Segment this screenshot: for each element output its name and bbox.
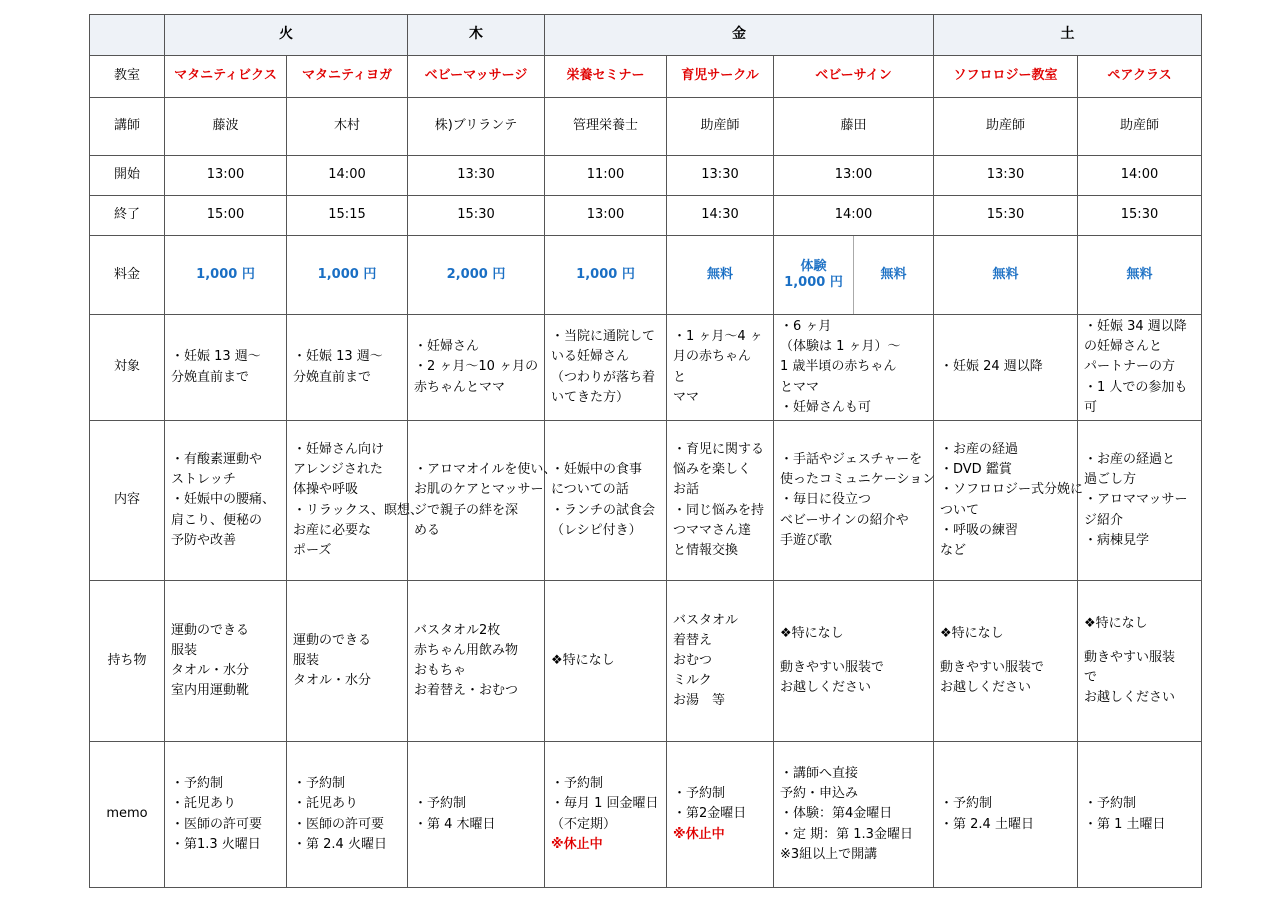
fee-trial bbox=[774, 236, 854, 314]
cell-line: ・予約制 bbox=[551, 776, 604, 792]
cell-line: についての話 bbox=[551, 482, 629, 498]
cell-line: 可 bbox=[1084, 399, 1098, 415]
cell-line: ・妊娠 13 週～ bbox=[171, 349, 261, 365]
label-memo: memo bbox=[90, 742, 165, 888]
start-time: 13:00 bbox=[774, 156, 934, 196]
cell-line: ・予約制 bbox=[673, 786, 726, 802]
cell-line: ・1 ヶ月～4 ヶ bbox=[673, 329, 763, 345]
cell-line: お話 bbox=[673, 482, 700, 498]
instructor-cell: 藤田 bbox=[774, 98, 934, 156]
cell-line: ・手話やジェスチャーを bbox=[780, 452, 923, 468]
target-cell bbox=[165, 315, 287, 421]
fee-cell: 1,000 円 bbox=[165, 236, 287, 315]
content-cell bbox=[165, 421, 287, 581]
cell-line: ・妊娠 34 週以降 bbox=[1084, 319, 1187, 335]
start-time: 14:00 bbox=[1078, 156, 1202, 196]
cell-line: ・有酸素運動や bbox=[171, 452, 263, 468]
cell-line: ・育児に関する bbox=[673, 442, 765, 458]
cell-line: タオル・水分 bbox=[171, 663, 250, 678]
cell-line: ジで親子の絆を深 bbox=[414, 502, 519, 518]
items-cell bbox=[287, 581, 408, 742]
instructor-cell: 藤波 bbox=[165, 98, 287, 156]
fee-trial-price: 1,000 円 bbox=[784, 275, 843, 290]
day-thu: 木 bbox=[408, 15, 545, 56]
target-cell bbox=[287, 315, 408, 421]
class-name: マタニティビクス bbox=[165, 56, 287, 98]
cell-line: ・呼吸の練習 bbox=[940, 522, 1019, 538]
instructor-cell: 木村 bbox=[287, 98, 408, 156]
items-cell bbox=[545, 581, 667, 742]
end-time: 15:30 bbox=[1078, 196, 1202, 236]
class-name: マタニティヨガ bbox=[287, 56, 408, 98]
cell-line: ❖特になし bbox=[1084, 615, 1148, 631]
cell-line: ・予約制 bbox=[293, 776, 346, 792]
cell-line: ・2 ヶ月～10 ヶ月の bbox=[414, 359, 539, 375]
content-cell bbox=[287, 421, 424, 581]
cell-line: ❖特になし bbox=[780, 625, 844, 641]
row-items bbox=[90, 581, 1202, 742]
content-cell bbox=[667, 421, 774, 581]
row-memo bbox=[90, 742, 1202, 888]
cell-line: お越しください bbox=[1084, 690, 1176, 706]
start-time: 13:30 bbox=[934, 156, 1078, 196]
cell-line: お越しください bbox=[940, 680, 1032, 696]
cell-line: お着替え・おむつ bbox=[414, 683, 519, 699]
memo-cell bbox=[545, 742, 667, 888]
cell-line: 月の赤ちゃん bbox=[673, 349, 752, 365]
cell-line: ポーズ bbox=[293, 542, 332, 558]
start-time: 13:30 bbox=[667, 156, 774, 196]
cell-line: 運動のできる bbox=[293, 632, 372, 648]
end-time: 13:00 bbox=[545, 196, 667, 236]
cell-line: ・託児あり bbox=[171, 796, 237, 812]
items-cell bbox=[165, 581, 287, 742]
day-fri: 金 bbox=[545, 15, 934, 56]
label-target: 対象 bbox=[90, 315, 165, 421]
fee-cell: 無料 bbox=[667, 236, 774, 315]
label-content: 内容 bbox=[90, 421, 165, 581]
fee-cell-split bbox=[774, 236, 934, 315]
content-cell bbox=[545, 421, 667, 581]
cell-line: お越しください bbox=[780, 680, 872, 696]
cell-line: 服装 bbox=[293, 652, 320, 668]
cell-line: ・DVD 鑑賞 bbox=[940, 462, 1012, 478]
cell-line: とママ bbox=[780, 379, 820, 395]
cell-line: ・ランチの試食会 bbox=[551, 502, 656, 518]
cell-line: ・当院に通院して bbox=[551, 329, 656, 345]
cell-line: いる妊婦さん bbox=[551, 349, 630, 365]
cell-line: ・体験：第4金曜日 bbox=[780, 806, 893, 822]
cell-line: ・妊婦さんも可 bbox=[780, 399, 872, 415]
cell-line: 動きやすい服装で bbox=[780, 659, 885, 675]
class-name: 育児サークル bbox=[667, 56, 774, 98]
cell-line: ・お産の経過と bbox=[1084, 452, 1176, 468]
cell-line: 服装 bbox=[171, 642, 198, 658]
cell-line: 室内用運動靴 bbox=[171, 683, 250, 699]
cell-line: ついて bbox=[940, 502, 980, 518]
row-fee bbox=[90, 236, 1202, 315]
day-sat: 土 bbox=[934, 15, 1202, 56]
items-cell bbox=[774, 581, 934, 742]
memo-cell bbox=[287, 742, 408, 888]
content-cell bbox=[774, 421, 934, 581]
cell-line: お産に必要な bbox=[293, 522, 372, 538]
cell-line: お肌のケアとマッサー bbox=[414, 482, 544, 498]
label-instructor: 講師 bbox=[90, 98, 165, 156]
fee-cell: 1,000 円 bbox=[545, 236, 667, 315]
class-name: ペアクラス bbox=[1078, 56, 1202, 98]
cell-line: と bbox=[673, 369, 687, 385]
cell-line: ・ソフロロジー式分娩に bbox=[940, 482, 1084, 498]
cell-line: つママさん達 bbox=[673, 522, 752, 538]
instructor-cell: 助産師 bbox=[667, 98, 774, 156]
cell-line: 動きやすい服装で bbox=[940, 659, 1045, 675]
cell-line: ※休止中 bbox=[551, 836, 603, 852]
row-class bbox=[90, 56, 1202, 98]
cell-line: など bbox=[940, 542, 967, 558]
cell-line: （体験は 1 ヶ月）～ bbox=[780, 339, 901, 355]
row-target bbox=[90, 315, 1202, 421]
cell-line: ・定 期：第 1.3金曜日 bbox=[780, 826, 913, 842]
cell-line: ジ紹介 bbox=[1084, 512, 1124, 528]
cell-line: ❖特になし bbox=[551, 652, 615, 668]
row-instructor bbox=[90, 98, 1202, 156]
items-cell bbox=[667, 581, 774, 742]
cell-line: ・リラックス、瞑想、 bbox=[293, 502, 424, 518]
cell-line: ※休止中 bbox=[673, 826, 725, 842]
cell-line: アレンジされた bbox=[293, 462, 383, 478]
cell-line: ・妊婦さん bbox=[414, 339, 480, 355]
start-time: 13:00 bbox=[165, 156, 287, 196]
content-cell bbox=[408, 421, 557, 581]
cell-line: ※3組以上で開講 bbox=[780, 846, 878, 862]
items-cell bbox=[1078, 581, 1202, 742]
end-time: 15:00 bbox=[165, 196, 287, 236]
cell-line: ミルク bbox=[673, 673, 712, 689]
target-cell bbox=[934, 315, 1078, 421]
target-cell bbox=[408, 315, 545, 421]
label-end: 終了 bbox=[90, 196, 165, 236]
memo-cell bbox=[667, 742, 774, 888]
cell-line: 運動のできる bbox=[171, 622, 250, 638]
cell-line: おもちゃ bbox=[414, 663, 467, 678]
memo-cell bbox=[165, 742, 287, 888]
end-time: 15:30 bbox=[934, 196, 1078, 236]
target-cell bbox=[545, 315, 667, 421]
cell-line: ベビーサインの紹介や bbox=[780, 512, 909, 528]
target-cell bbox=[667, 315, 774, 421]
cell-line: ・アロマオイルを使い、 bbox=[414, 462, 557, 478]
instructor-cell: 株)ブリランテ bbox=[408, 98, 545, 156]
cell-line: 悩みを楽しく bbox=[673, 462, 752, 478]
cell-line: 動きやすい服装 bbox=[1084, 649, 1176, 665]
cell-line: （不定期） bbox=[551, 816, 617, 832]
memo-cell bbox=[774, 742, 934, 888]
cell-line: 肩こり、便秘の bbox=[171, 512, 263, 528]
row-content bbox=[90, 421, 1202, 581]
target-cell bbox=[774, 315, 934, 421]
cell-line: ・予約制 bbox=[1084, 796, 1137, 812]
label-items: 持ち物 bbox=[90, 581, 165, 742]
end-time: 15:15 bbox=[287, 196, 408, 236]
cell-line: 使ったコミュニケーション bbox=[780, 472, 936, 488]
cell-line: ・第1.3 火曜日 bbox=[171, 836, 261, 852]
class-name: ベビーマッサージ bbox=[408, 56, 545, 98]
label-fee: 料金 bbox=[90, 236, 165, 315]
cell-line: ❖特になし bbox=[940, 625, 1004, 641]
cell-line: ・お産の経過 bbox=[940, 442, 1019, 458]
cell-line: と情報交換 bbox=[673, 542, 739, 558]
cell-line: （つわりが落ち着 bbox=[551, 369, 656, 385]
fee-trial-label: 体験 bbox=[800, 259, 827, 275]
memo-cell bbox=[934, 742, 1078, 888]
cell-line: ・医師の許可要 bbox=[171, 816, 263, 832]
cell-line: 予防や改善 bbox=[171, 532, 237, 548]
cell-line: ・第 4 木曜日 bbox=[414, 816, 496, 832]
class-name: 栄養セミナー bbox=[545, 56, 667, 98]
cell-line: ・予約制 bbox=[940, 796, 993, 812]
cell-line: バスタオル bbox=[673, 612, 739, 628]
fee-cell: 2,000 円 bbox=[408, 236, 545, 315]
row-end bbox=[90, 196, 1202, 236]
cell-line: ・同じ悩みを持 bbox=[673, 502, 765, 518]
cell-line: 1 歳半頃の赤ちゃん bbox=[780, 359, 897, 375]
end-time: 15:30 bbox=[408, 196, 545, 236]
fee-cell: 無料 bbox=[1078, 236, 1202, 315]
cell-line: ・アロママッサー bbox=[1084, 492, 1188, 508]
memo-cell bbox=[1078, 742, 1202, 888]
cell-line: める bbox=[414, 522, 441, 538]
cell-line: で bbox=[1084, 670, 1098, 685]
items-cell bbox=[408, 581, 545, 742]
cell-line: ・講師へ直接 bbox=[780, 766, 859, 782]
instructor-cell: 助産師 bbox=[934, 98, 1078, 156]
cell-line: ・妊娠 13 週～ bbox=[293, 349, 383, 365]
cell-line: 着替え bbox=[673, 632, 713, 648]
cell-line: ・予約制 bbox=[171, 776, 224, 792]
end-time: 14:00 bbox=[774, 196, 934, 236]
cell-line: ・毎月 1 回金曜日 bbox=[551, 796, 659, 812]
cell-line: 分娩直前まで bbox=[171, 369, 250, 385]
corner-cell bbox=[90, 15, 165, 56]
cell-line: ・託児あり bbox=[293, 796, 359, 812]
cell-line: 赤ちゃん用飲み物 bbox=[414, 642, 519, 658]
cell-line: ・第2金曜日 bbox=[673, 806, 747, 822]
content-cell bbox=[1078, 421, 1202, 581]
label-start: 開始 bbox=[90, 156, 165, 196]
cell-line: ・妊娠 24 週以降 bbox=[940, 359, 1043, 375]
class-name: ベビーサイン bbox=[774, 56, 934, 98]
cell-line: 手遊び歌 bbox=[780, 532, 833, 548]
cell-line: ストレッチ bbox=[171, 472, 236, 488]
content-cell bbox=[934, 421, 1084, 581]
instructor-cell: 管理栄養士 bbox=[545, 98, 667, 156]
start-time: 14:00 bbox=[287, 156, 408, 196]
cell-line: ママ bbox=[673, 389, 700, 405]
label-class: 教室 bbox=[90, 56, 165, 98]
cell-line: 予約・申込み bbox=[780, 786, 859, 802]
target-cell bbox=[1078, 315, 1202, 421]
row-start bbox=[90, 156, 1202, 196]
cell-line: 体操や呼吸 bbox=[293, 482, 359, 498]
day-header-row bbox=[90, 15, 1202, 56]
cell-line: いてきた方） bbox=[551, 389, 630, 405]
cell-line: ・6 ヶ月 bbox=[780, 319, 832, 335]
memo-cell bbox=[408, 742, 545, 888]
cell-line: （レシピ付き） bbox=[551, 522, 642, 538]
cell-line: おむつ bbox=[673, 652, 713, 668]
cell-line: お湯 等 bbox=[673, 693, 726, 709]
cell-line: パートナーの方 bbox=[1084, 359, 1176, 375]
cell-line: ・妊娠中の腰痛、 bbox=[171, 492, 276, 508]
cell-line: の妊婦さんと bbox=[1084, 339, 1163, 355]
day-tue: 火 bbox=[165, 15, 408, 56]
cell-line: 過ごし方 bbox=[1084, 472, 1137, 488]
cell-line: ・第 2.4 土曜日 bbox=[940, 816, 1034, 832]
instructor-cell: 助産師 bbox=[1078, 98, 1202, 156]
cell-line: 赤ちゃんとママ bbox=[414, 379, 506, 395]
fee-regular: 無料 bbox=[880, 267, 907, 283]
cell-line: ・第 1 土曜日 bbox=[1084, 816, 1166, 832]
cell-line: ・予約制 bbox=[414, 796, 467, 812]
class-schedule-table bbox=[89, 14, 1202, 888]
items-cell bbox=[934, 581, 1078, 742]
cell-line: バスタオル2枚 bbox=[414, 622, 501, 638]
start-time: 11:00 bbox=[545, 156, 667, 196]
fee-cell: 無料 bbox=[934, 236, 1078, 315]
cell-line: ・妊婦さん向け bbox=[293, 442, 385, 458]
class-name: ソフロロジー教室 bbox=[934, 56, 1078, 98]
cell-line: ・第 2.4 火曜日 bbox=[293, 836, 387, 852]
cell-line: ・毎日に役立つ bbox=[780, 492, 872, 508]
cell-line: ・妊娠中の食事 bbox=[551, 462, 643, 478]
cell-line: タオル・水分 bbox=[293, 673, 372, 689]
start-time: 13:30 bbox=[408, 156, 545, 196]
cell-line: ・医師の許可要 bbox=[293, 816, 385, 832]
cell-line: 分娩直前まで bbox=[293, 369, 372, 385]
fee-cell: 1,000 円 bbox=[287, 236, 408, 315]
end-time: 14:30 bbox=[667, 196, 774, 236]
cell-line: ・1 人での参加も bbox=[1084, 379, 1188, 395]
cell-line: ・病棟見学 bbox=[1084, 532, 1150, 548]
